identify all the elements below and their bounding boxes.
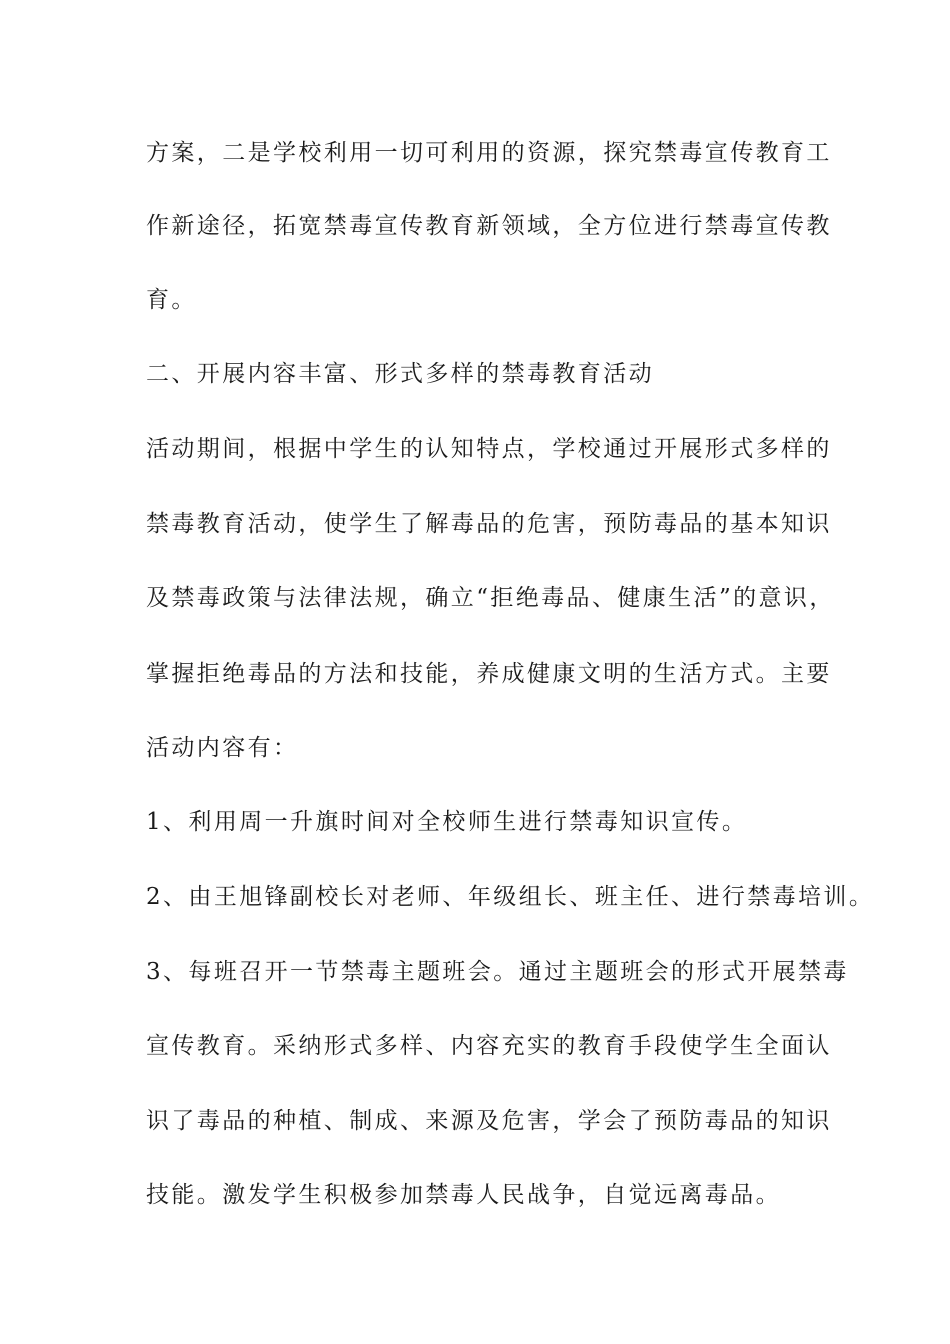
text-line: 技能。激发学生积极参加禁毒人民战争，自觉远离毒品。 — [146, 1182, 781, 1208]
text-line: 宣传教育。采纳形式多样、内容充实的教育手段使学生全面认 — [146, 1033, 832, 1059]
list-item: 1、利用周一升旗时间对全校师生进行禁毒知识宣传。 — [146, 809, 748, 835]
text-line: 育。 — [146, 287, 197, 313]
list-item: 3、每班召开一节禁毒主题班会。通过主题班会的形式开展禁毒 — [146, 959, 849, 985]
text-line: 禁毒教育活动，使学生了解毒品的危害，预防毒品的基本知识 — [146, 511, 832, 537]
text-line: 方案，二是学校利用一切可利用的资源，探究禁毒宣传教育工 — [146, 140, 832, 166]
text-line: 作新途径，拓宽禁毒宣传教育新领域，全方位进行禁毒宣传教 — [146, 213, 832, 239]
text-line: 掌握拒绝毒品的方法和技能，养成健康文明的生活方式。主要 — [146, 661, 832, 687]
list-item: 2、由王旭锋副校长对老师、年级组长、班主任、进行禁毒培训。 — [146, 884, 875, 910]
text-line: 活动期间，根据中学生的认知特点，学校通过开展形式多样的 — [146, 436, 832, 462]
section-heading: 二、开展内容丰富、形式多样的禁毒教育活动 — [146, 361, 654, 387]
text-line: 识了毒品的种植、制成、来源及危害，学会了预防毒品的知识 — [146, 1108, 832, 1134]
text-line: 活动内容有： — [146, 735, 299, 761]
text-line: 及禁毒政策与法律法规，确立“拒绝毒品、健康生活”的意识， — [146, 585, 835, 611]
